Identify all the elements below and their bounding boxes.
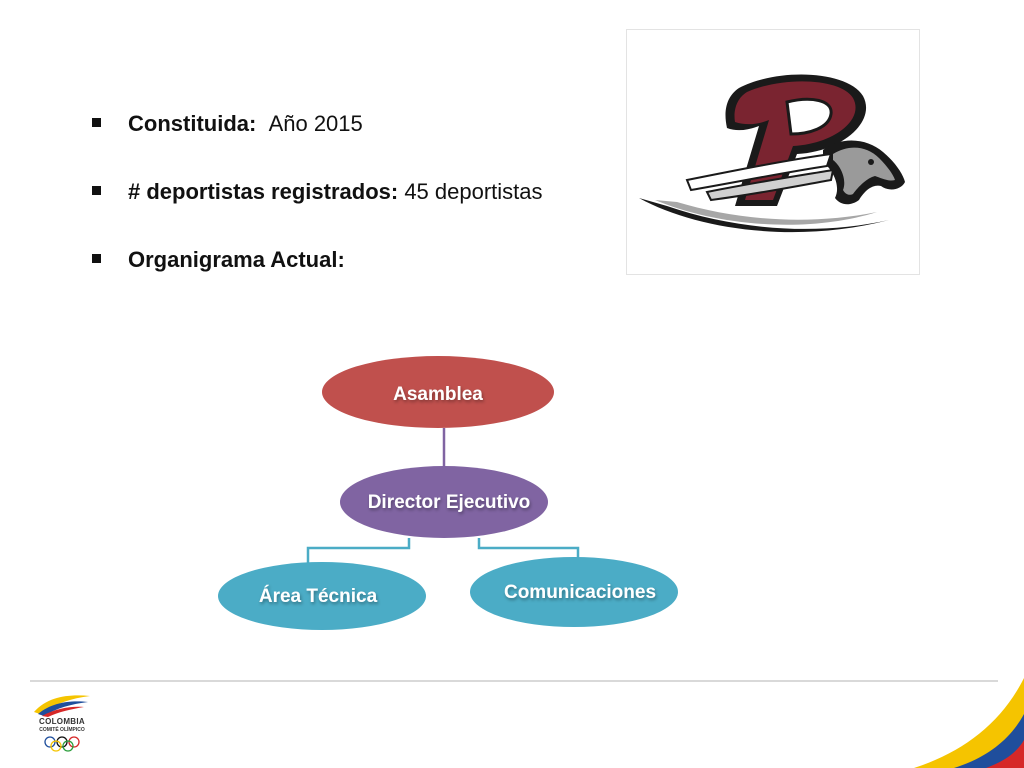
coc-country-label: COLOMBIA xyxy=(39,717,85,726)
bullet-label: # deportistas registrados: xyxy=(128,179,399,204)
connector-director-tecnica xyxy=(308,538,409,566)
node-director-ejecutivo xyxy=(340,466,548,538)
footer-divider xyxy=(30,680,998,682)
comunicaciones-label: Comunicaciones xyxy=(503,582,657,603)
node-area-tecnica xyxy=(218,562,426,630)
coc-committee-label: COMITÉ OLÍMPICO xyxy=(39,727,85,733)
node-comunicaciones xyxy=(470,557,678,627)
bullet-label: Constituida: xyxy=(128,111,257,136)
connector-director-comunicaciones xyxy=(479,538,578,558)
node-asamblea xyxy=(322,356,554,428)
asamblea-label: Asamblea xyxy=(393,384,483,405)
tecnica-label: Área Técnica xyxy=(258,586,378,607)
flag-corner-swoosh-icon xyxy=(874,678,1024,768)
bullet-value: 45 deportistas xyxy=(404,179,543,204)
director-label: Director Ejecutivo xyxy=(367,492,531,513)
olympic-rings-icon xyxy=(42,736,82,752)
bullet-value: Año 2015 xyxy=(268,111,363,136)
colombia-olympic-committee-logo xyxy=(26,690,98,756)
bullet-label: Organigrama Actual: xyxy=(128,247,345,272)
flag-swoosh-icon xyxy=(26,690,98,718)
